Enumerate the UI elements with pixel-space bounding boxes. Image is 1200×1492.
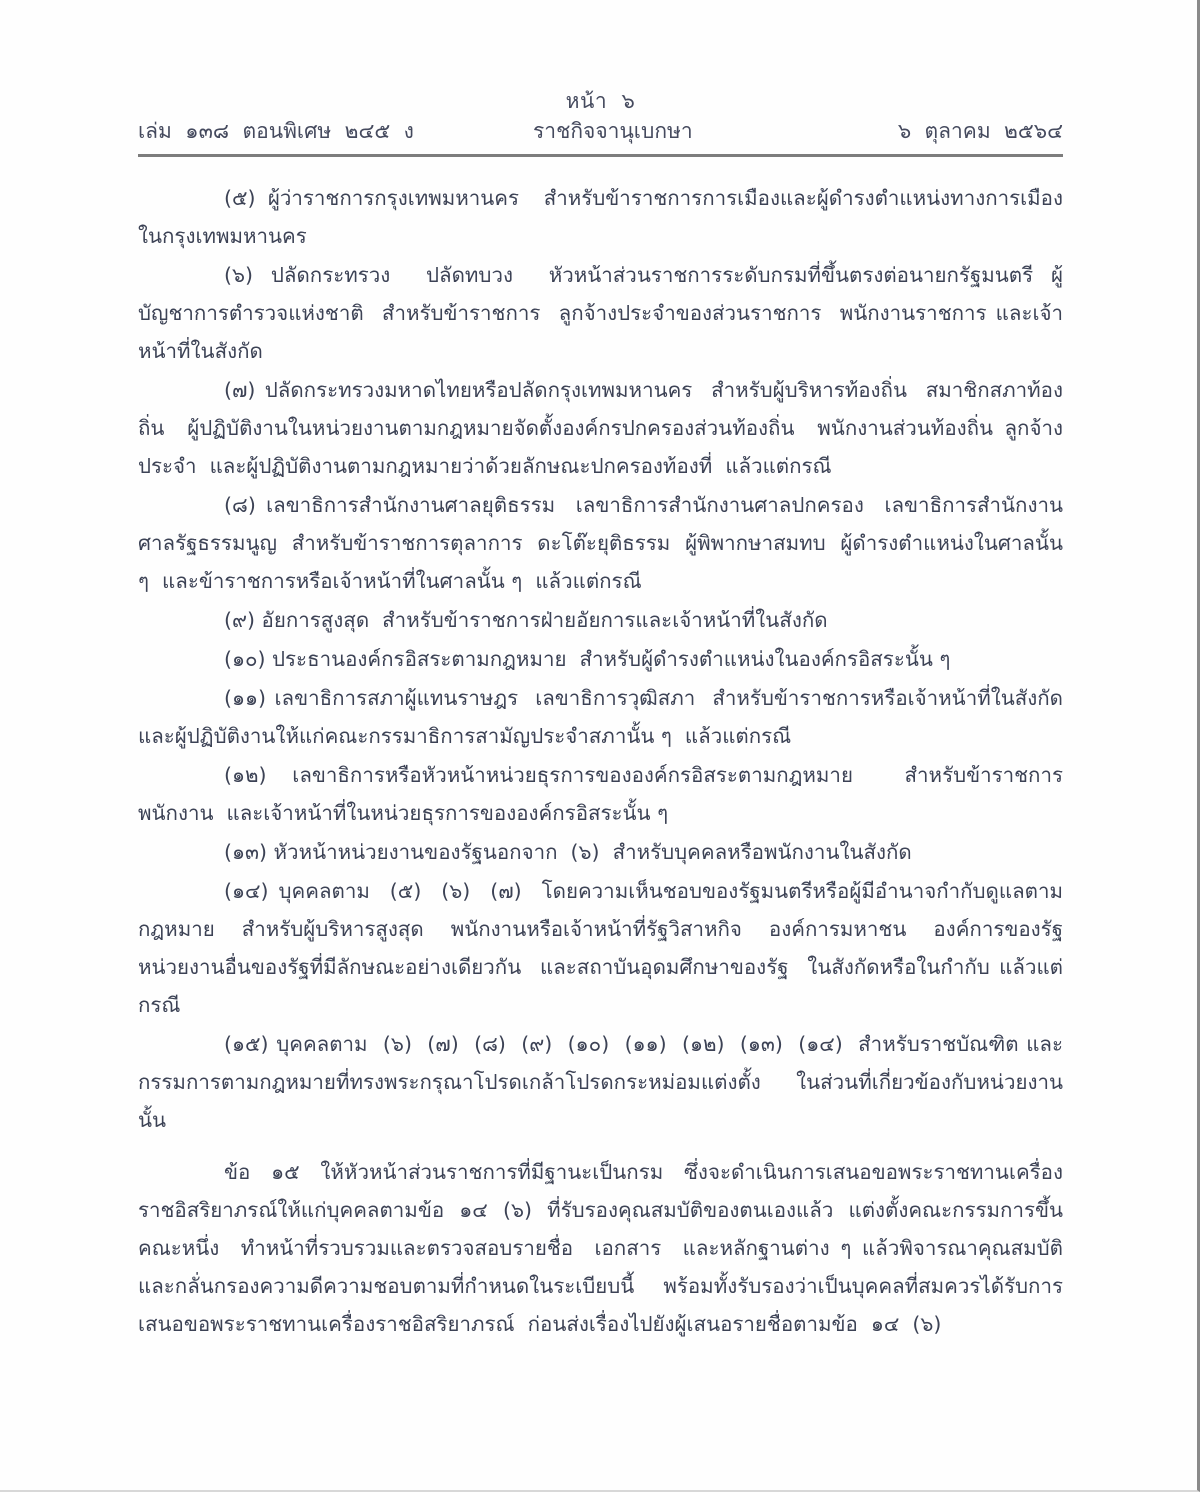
page-content xyxy=(138,88,1070,1344)
gazette-volume-info: เล่ม ๑๓๘ ตอนพิเศษ ๒๔๕ ง xyxy=(138,119,414,144)
list-item: (๘) เลขาธิการสำนักงานศาลยุติธรรม เลขาธิการสำนักงานศาลปกครอง เลขาธิการสำนักงานศาลรัฐธรรมนูญ สำหรับข้าราชการตุลาการ ดะโต๊ะยุติธรรม ผู้พิพากษาสมทบ ผู้ดำรงตำแหน่งในศาลนั้น ๆ และข้าราชการหรือเจ้าหน้าที่ในศาลนั้น ๆ แล้วแต่กรณี xyxy=(138,492,1070,593)
list-item: (๑๑) เลขาธิการสภาผู้แทนราษฎร เลขาธิการวุฒิสภา สำหรับข้าราชการหรือเจ้าหน้าที่ในสังกัดและผู้ปฏิบัติงานให้แก่คณะกรรมาธิการสามัญประจำสภานั้น ๆ แล้วแต่กรณี xyxy=(138,685,1063,748)
list-item: (๗) ปลัดกระทรวงมหาดไทยหรือปลัดกรุงเทพมหานคร สำหรับผู้บริหารท้องถิ่น สมาชิกสภาท้องถิ่น ผู้ปฏิบัติงานในหน่วยงานตามกฎหมายจัดตั้งองค์กรปกครองส่วนท้องถิ่น พนักงานส่วนท้องถิ่น ลูกจ้างประจำ และผู้ปฏิบัติงานตามกฎหมายว่าด้วยลักษณะปกครองท้องที่ แล้วแต่กรณี xyxy=(138,377,1063,478)
running-head xyxy=(138,118,1063,145)
list-item: (๑๕) บุคคลตาม (๖) (๗) (๘) (๙) (๑๐) (๑๑) (๑๒) (๑๓) (๑๔) สำหรับราชบัณฑิต และกรรมการตามกฎหมายที่ทรงพระกรุณาโปรดเกล้าโปรดกระหม่อมแต่งตั้ง ในส่วนที่เกี่ยวข้องกับหน่วยงานนั้น xyxy=(138,1031,1063,1132)
folio-page-number: หน้า ๖ xyxy=(565,89,636,113)
clause-paragraph: ข้อ ๑๕ ให้หัวหน้าส่วนราชการที่มีฐานะเป็นกรม ซึ่งจะดำเนินการเสนอขอพระราชทานเครื่องราชอิสริยาภรณ์ให้แก่บุคคลตามข้อ ๑๔ (๖) ที่รับรองคุณสมบัติของตนเองแล้ว แต่งตั้งคณะกรรมการขึ้นคณะหนึ่ง ทำหน้าที่รวบรวมและตรวจสอบรายชื่อ เอกสาร และหลักฐานต่าง ๆ แล้วพิจารณาคุณสมบัติและกลั่นกรองความดีความชอบตามที่กำหนดในระเบียบนี้ พร้อมทั้งรับรองว่าเป็นบุคคลที่สมควรได้รับการเสนอขอพระราชทานเครื่องราชอิสริยาภรณ์ ก่อนส่งเรื่องไปยังผู้เสนอรายชื่อตามข้อ ๑๔ (๖) xyxy=(138,1159,1063,1336)
list-item: (๙) อัยการสูงสุด สำหรับข้าราชการฝ่ายอัยการและเจ้าหน้าที่ในสังกัด xyxy=(224,607,828,632)
gazette-title: ราชกิจจานุเบกษา xyxy=(533,119,693,144)
document-body xyxy=(138,179,1070,1343)
list-item: (๑๓) หัวหน้าหน่วยงานของรัฐนอกจาก (๖) สำหรับบุคคลหรือพนักงานในสังกัด xyxy=(224,839,912,864)
list-item: (๑๐) ประธานองค์กรอิสระตามกฎหมาย สำหรับผู้ดำรงตำแหน่งในองค์กรอิสระนั้น ๆ xyxy=(224,646,951,671)
list-item: (๖) ปลัดกระทรวง ปลัดทบวง หัวหน้าส่วนราชการระดับกรมที่ขึ้นตรงต่อนายกรัฐมนตรี ผู้บัญชาการตำรวจแห่งชาติ สำหรับข้าราชการ ลูกจ้างประจำของส่วนราชการ พนักงานราชการ และเจ้าหน้าที่ในสังกัด xyxy=(138,262,1063,363)
gazette-date: ๖ ตุลาคม ๒๕๖๔ xyxy=(897,119,1063,144)
list-item: (๑๒) เลขาธิการหรือหัวหน้าหน่วยธุรการขององค์กรอิสระตามกฎหมาย สำหรับข้าราชการ พนักงาน และเจ้าหน้าที่ในหน่วยธุรการขององค์กรอิสระนั้น ๆ xyxy=(138,762,1070,825)
header-divider xyxy=(138,154,1063,157)
list-item: (๕) ผู้ว่าราชการกรุงเทพมหานคร สำหรับข้าราชการการเมืองและผู้ดำรงตำแหน่งทางการเมืองในกรุงเทพมหานคร xyxy=(138,185,1063,248)
list-item: (๑๔) บุคคลตาม (๕) (๖) (๗) โดยความเห็นชอบของรัฐมนตรีหรือผู้มีอำนาจกำกับดูแลตามกฎหมาย สำหรับผู้บริหารสูงสุด พนักงานหรือเจ้าหน้าที่รัฐวิสาหกิจ องค์การมหาชน องค์การของรัฐ หน่วยงานอื่นของรัฐที่มีลักษณะอย่างเดียวกัน และสถาบันอุดมศึกษาของรัฐ ในสังกัดหรือในกำกับ แล้วแต่กรณี xyxy=(138,878,1070,1017)
